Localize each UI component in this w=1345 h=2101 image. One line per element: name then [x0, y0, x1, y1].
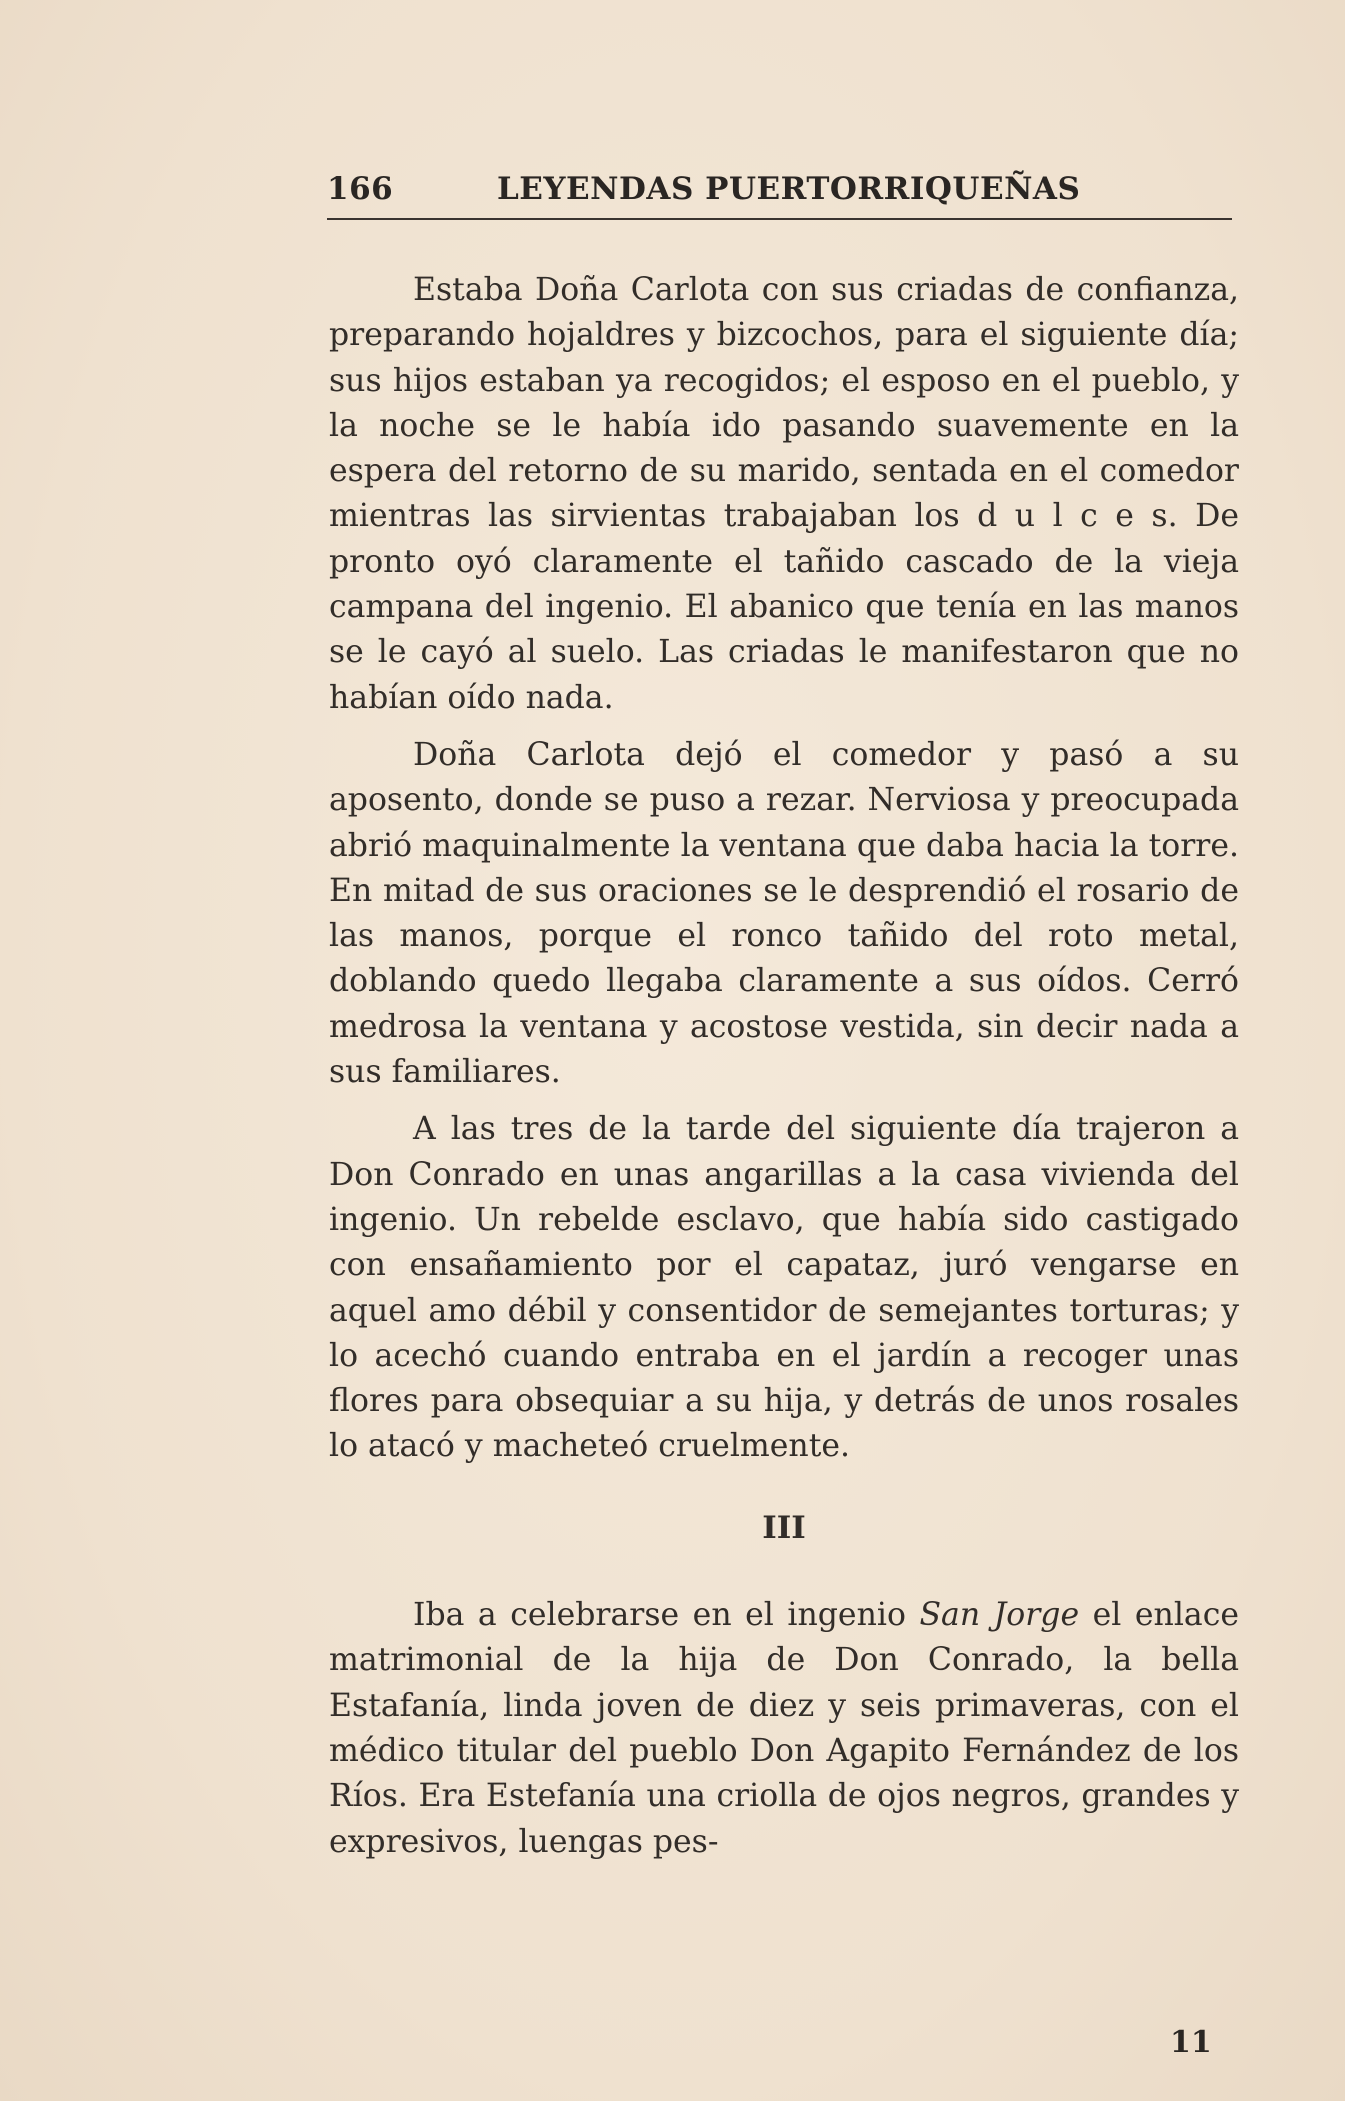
- paragraph-text: el enlace matrimonial de la hija de Don Conrado, la bella Estafanía, linda joven de diez y seis primaveras, con el médico titular del pueblo Don Agapito Fernández de los Ríos. Era Estefanía una criolla de ojos negros, grandes y expresivos, luengas pes-: [329, 1597, 1239, 1860]
- page-number: 166: [327, 171, 394, 207]
- paragraph: Doña Carlota dejó el comedor y pasó a su aposento, donde se puso a rezar. Nerviosa y preocupada abrió maquinalmente la ventana que daba hacia la torre. En mitad de sus oraciones se le desprendió el rosario de las manos, porque el ronco tañido del roto metal, doblando quedo llegaba claramente a sus oídos. Cerró medrosa la ventana y acostose vestida, sin decir nada a sus familiares.: [329, 736, 1239, 1091]
- signature-mark: 11: [1170, 2025, 1212, 2060]
- header-rule: [327, 218, 1232, 220]
- paragraph: [329, 1593, 1239, 1865]
- running-title: LEYENDAS PUERTORRIQUEÑAS: [497, 171, 1081, 207]
- paragraph-text: Iba a celebrarse en el ingenio: [413, 1597, 920, 1634]
- paragraph: A las tres de la tarde del siguiente día trajeron a Don Conrado en unas angarillas a la casa vivienda del ingenio. Un rebelde esclavo, que había sido castigado con ensañamiento por el capataz, juró vengarse en aquel amo débil y consentidor de semejantes torturas; y lo acechó cuando entraba en el jardín a recoger unas flores para obsequiar a su hija, y detrás de unos rosales lo atacó y macheteó cruelmente.: [329, 1111, 1239, 1465]
- page-header: [327, 163, 1232, 213]
- section-heading: III: [762, 1509, 806, 1546]
- body-text: [329, 268, 1239, 1877]
- paragraph: Estaba Doña Carlota con sus criadas de confianza, preparando hojaldres y bizcochos, para el siguiente día; sus hijos estaban ya recogidos; el esposo en el pueblo, y la noche se le había ido pasando suavemente en la espera del retorno de su marido, sentada en el comedor mientras las sirvientas trabajaban los d u l c e s. De pronto oyó claramente el tañido cascado de la vieja campana del ingenio. El abanico que tenía en las manos se le cayó al suelo. Las criadas le manifestaron que no habían oído nada.: [329, 272, 1239, 716]
- estate-name: San Jorge: [919, 1597, 1080, 1634]
